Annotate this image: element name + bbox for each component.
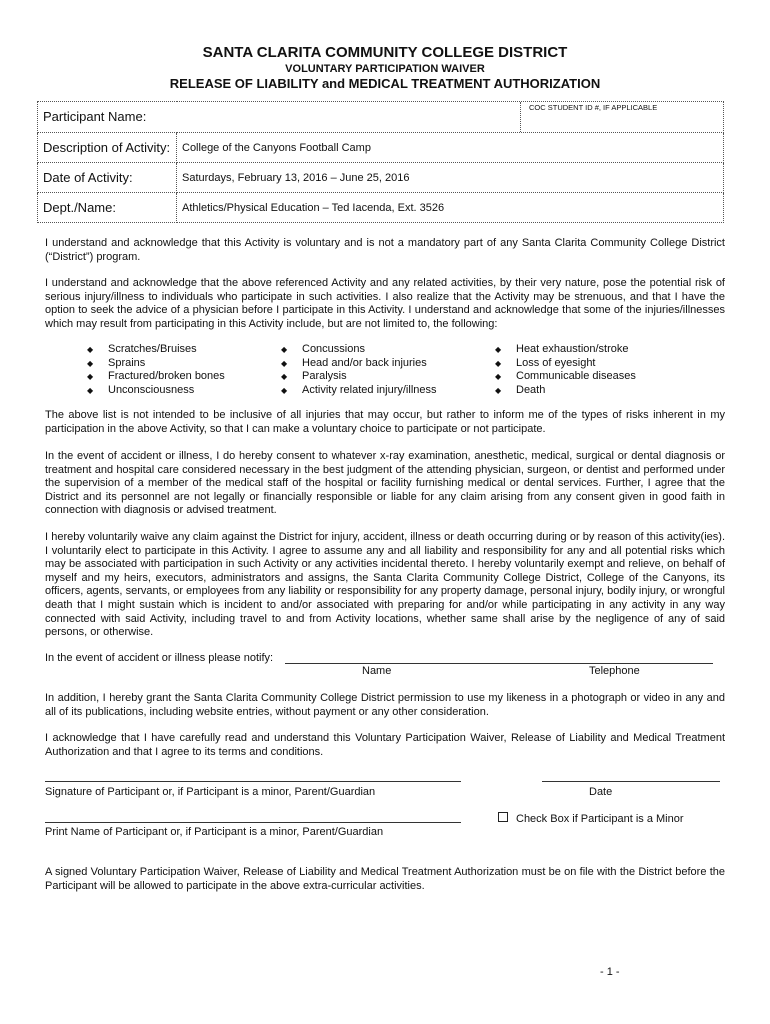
list-item: ◆ Fractured/broken bones — [87, 370, 225, 383]
page-number: - 1 - — [600, 966, 620, 978]
signature-label: Signature of Participant or, if Participant is a minor, Parent/Guardian — [45, 786, 376, 798]
name-sublabel: Name — [362, 665, 392, 677]
student-id-label: COC STUDENT ID #, IF APPLICABLE — [529, 103, 658, 112]
paragraph-waiver: I hereby voluntarily waive any claim against the District for injury, accident, illness or death occurring during or by reason of this activity(ies). I voluntarily elect to participate in this Activity. I agree to assume any and all liability and responsibility for any and all potential risks which may be associated with participation in such Activity or any activities incidental thereto. I hereby voluntarily exempt and relieve, on behalf of myself and my heirs, executors, administrators and assigns, the Santa Clarita Community College District, College of the Canyons, its officers, agents, servants, or employees from any liability or responsibility for any property damage, personal injury, bodily injury, or wrongful death that I might sustain which is incident to and/or associated with preparing for and/or while participating in any activity in any way connected with said Activity, including travel to and from Activity locations, whether same shall arise by the negligence of any of said persons, or otherwise. — [45, 531, 725, 639]
list-item: ◆ Paralysis — [281, 370, 347, 383]
injury-column-3 — [495, 343, 636, 397]
paragraph-voluntary: I understand and acknowledge that this Activity is voluntary and is not a mandatory part of any Santa Clarita Community College District (“District”) program. — [45, 237, 725, 263]
minor-checkbox-label: Check Box if Participant is a Minor — [516, 813, 684, 825]
document-title: RELEASE OF LIABILITY and MEDICAL TREATMENT AUTHORIZATION — [169, 76, 601, 91]
list-item: ◆ Heat exhaustion/stroke — [495, 343, 629, 355]
telephone-sublabel: Telephone — [589, 665, 640, 677]
paragraph-risks: I understand and acknowledge that the above referenced Activity and any related activities, by their very nature, pose the potential risk of serious injury/illness to individuals who participate in such activities. I also realize that the Activity may be strenuous, and that I have the option to seek the advice of a physician before I participate in this Activity. I understand and acknowledge that some of the injuries/illnesses which may result from participating in this Activity include, but are not limited to, the following: — [45, 277, 725, 330]
paragraph-on-file: A signed Voluntary Participation Waiver, Release of Liability and Medical Treatment Authorization must be on file with the District before the Participant will be allowed to participate in the above extra-curricular activities. — [45, 866, 725, 892]
bullet-icon: ◆ — [87, 372, 94, 382]
bullet-icon: ◆ — [495, 358, 502, 368]
emergency-notify-label: In the event of accident or illness please notify: — [45, 652, 274, 664]
signature-line[interactable] — [45, 781, 461, 782]
date-label: Date of Activity: — [38, 163, 177, 193]
paragraph-acknowledgement: I acknowledge that I have carefully read and understand this Voluntary Participation Waiver, Release of Liability and Medical Treatment Authorization and that I agree to its terms and conditions. — [45, 732, 725, 758]
list-item: ◆ Loss of eyesight — [495, 356, 596, 369]
student-id-field[interactable] — [520, 102, 723, 132]
list-item: ◆ Death — [495, 383, 546, 396]
bullet-icon: ◆ — [281, 372, 288, 382]
emergency-contact-line[interactable] — [285, 663, 713, 664]
bullet-icon: ◆ — [495, 372, 502, 382]
list-item: ◆ Communicable diseases — [495, 370, 636, 383]
bullet-icon: ◆ — [87, 345, 94, 354]
activity-info-table — [37, 101, 724, 223]
bullet-icon: ◆ — [281, 345, 288, 354]
list-item: ◆ Concussions — [281, 343, 365, 355]
paragraph-likeness: In addition, I hereby grant the Santa Clarita Community College District permission to use my likeness in a photograph or video in any and all of its publications, including website entries, without payment or any other consideration. — [45, 692, 725, 718]
injury-column-2 — [281, 343, 437, 397]
date-value[interactable]: Saturdays, February 13, 2016 – June 25, 2016 — [177, 163, 724, 193]
minor-checkbox[interactable] — [498, 812, 508, 822]
waiver-subtitle: VOLUNTARY PARTICIPATION WAIVER — [285, 63, 485, 75]
org-title: SANTA CLARITA COMMUNITY COLLEGE DISTRICT — [202, 44, 568, 61]
signature-date-label: Date — [589, 786, 613, 798]
paragraph-medical-consent: In the event of accident or illness, I do hereby consent to whatever x-ray examination, anesthetic, medical, surgical or dental diagnosis or treatment and hospital care considered necessary in the best judgment of the attending physician, surgeon, or dentist and performed under the supervision of a member of the medical staff of the hospital or facility furnishing medical or dental services. Further, I agree that the District and its personnel are not legally or financially responsible or liable for any claim arising from any consent given in good faith in connection with diagnosis or advised treatment. — [45, 450, 725, 517]
list-item: ◆ Unconsciousness — [87, 383, 195, 396]
paragraph-list-disclaimer: The above list is not intended to be inclusive of all injuries that may occur, but rather to inform me of the types of risks inherent in my participation in the above Activity, so that I can make a voluntary choice to participate or not participate. — [45, 409, 725, 435]
bullet-icon: ◆ — [281, 385, 288, 395]
bullet-icon: ◆ — [495, 385, 502, 395]
date-line[interactable] — [542, 781, 720, 782]
list-item: ◆ Activity related injury/illness — [281, 383, 437, 396]
description-value[interactable]: College of the Canyons Football Camp — [177, 133, 724, 163]
bullet-icon: ◆ — [87, 358, 94, 368]
injury-column-1 — [87, 343, 225, 397]
dept-value[interactable]: Athletics/Physical Education – Ted Iacenda, Ext. 3526 — [177, 193, 724, 223]
bullet-icon: ◆ — [281, 358, 288, 368]
description-label: Description of Activity: — [38, 133, 177, 163]
list-item: ◆ Sprains — [87, 356, 146, 369]
minor-checkbox-row[interactable] — [498, 812, 684, 825]
participant-name-label: Participant Name: — [43, 109, 147, 124]
print-name-line[interactable] — [45, 822, 461, 823]
dept-label: Dept./Name: — [38, 193, 177, 223]
bullet-icon: ◆ — [495, 345, 502, 354]
bullet-icon: ◆ — [87, 385, 94, 395]
participant-name-row[interactable] — [38, 102, 724, 133]
list-item: ◆ Head and/or back injuries — [281, 356, 427, 369]
print-name-label: Print Name of Participant or, if Participant is a minor, Parent/Guardian — [45, 826, 384, 838]
list-item: ◆ Scratches/Bruises — [87, 343, 197, 355]
